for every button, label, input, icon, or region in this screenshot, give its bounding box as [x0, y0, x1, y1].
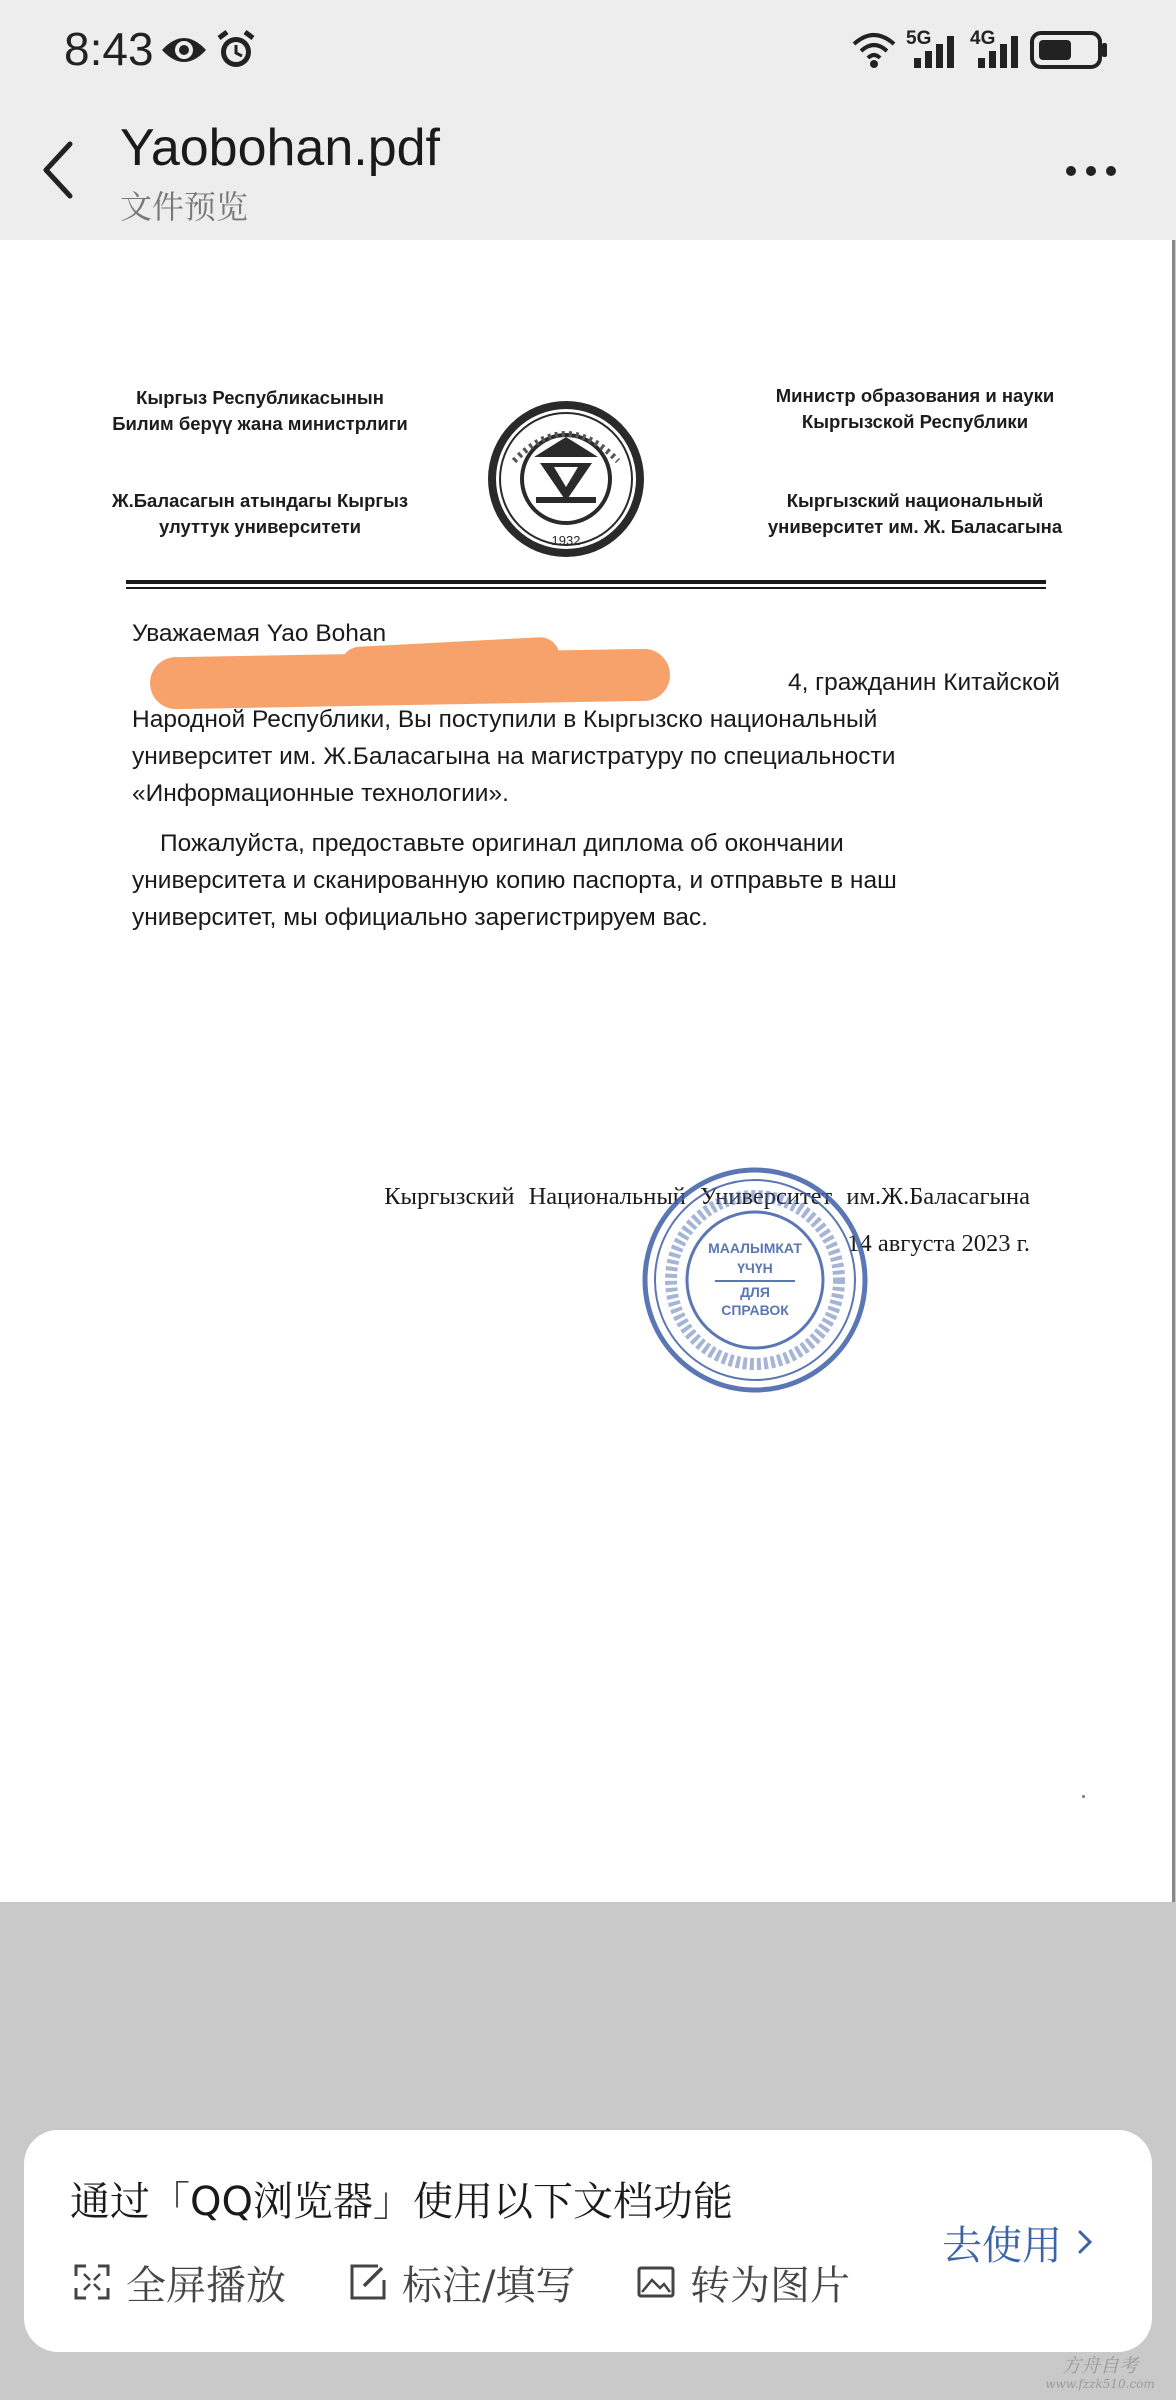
network-label-5g: 5G	[906, 28, 932, 49]
chevron-right-icon	[1074, 2224, 1096, 2260]
status-bar	[0, 0, 1176, 100]
go-use-label: 去使用	[942, 2222, 1062, 2269]
feature-fullscreen[interactable]	[72, 2254, 286, 2310]
paragraph-request	[132, 825, 1072, 936]
battery-icon	[1030, 30, 1110, 70]
signature-line: Кыргызский Национальный Университет им.Ж.Баласагына	[384, 1183, 1030, 1210]
edit-icon	[348, 2262, 388, 2302]
watermark-brand: 方舟自考	[1061, 2355, 1138, 2377]
signal-icon	[912, 34, 962, 68]
paragraph-line: 4, гражданин Китайской	[787, 669, 1060, 696]
header-right-ministry: Министр образования и науки Кыргызской Республики	[775, 385, 1055, 432]
paragraph-line: Пожалуйста, предоставьте оригинал диплома об окончании	[160, 830, 844, 857]
status-time: 8:43	[64, 23, 154, 75]
paragraph-line: Народной Республики, Вы поступили в Кыргызско национальный	[132, 706, 878, 733]
more-icon-dot	[1066, 166, 1076, 176]
qq-browser-promo-card[interactable]	[24, 2130, 1152, 2352]
fullscreen-icon	[72, 2262, 112, 2302]
stamp-text: ҮЧҮН	[737, 1260, 773, 1276]
network-label-4g: 4G	[970, 28, 996, 49]
document-date: 14 августа 2023 г.	[847, 1230, 1030, 1257]
stamp-text: МААЛЫМКАТ	[708, 1240, 802, 1256]
app-bar	[0, 100, 1176, 240]
official-stamp	[640, 1165, 870, 1395]
watermark-url: www.fzzk510.com	[1045, 2377, 1155, 2391]
header-right-university: Кыргызский национальный университет им. Ж. Баласагына	[767, 490, 1063, 537]
paragraph-line: «Информационные технологии».	[132, 780, 509, 807]
go-use-button[interactable]	[942, 2212, 1096, 2272]
back-button[interactable]	[30, 130, 90, 210]
more-options-button[interactable]	[1050, 146, 1130, 196]
paragraph-line: университет им. Ж.Баласагына на магистратуру по специальности	[132, 743, 896, 770]
header-rule	[126, 580, 1046, 584]
feature-fullscreen-label: 全屏播放	[126, 2262, 286, 2309]
header-left-university: Ж.Баласагын атындагы Кыргыз улуттук университети	[111, 490, 409, 537]
university-emblem	[484, 397, 648, 561]
feature-to-image-label: 转为图片	[690, 2262, 850, 2309]
header-rule-thin	[126, 587, 1046, 589]
file-subtitle: 文件预览	[120, 188, 249, 226]
alarm-icon	[214, 28, 258, 72]
header-left-ministry: Кыргыз Республикасынын Билим берүү жана министрлиги	[112, 387, 408, 434]
more-icon-dot	[1086, 166, 1096, 176]
feature-annotate[interactable]	[348, 2254, 575, 2310]
eye-icon	[160, 30, 208, 70]
image-icon	[636, 2262, 676, 2302]
chevron-left-icon	[30, 130, 90, 210]
signal-icon-2	[976, 34, 1026, 68]
scan-speck	[1082, 1795, 1085, 1798]
paragraph-line: университета и сканированную копию паспорта, и отправьте в наш	[132, 867, 897, 894]
wifi-icon	[850, 30, 898, 70]
document-page	[0, 240, 1175, 1902]
promo-text: 通过「QQ浏览器」使用以下文档功能	[70, 2179, 733, 2225]
greeting: Уважаемая Yao Bohan	[132, 620, 387, 647]
paragraph-line: университет, мы официально зарегистрируем вас.	[132, 904, 708, 931]
more-icon-dot	[1106, 166, 1116, 176]
watermark	[1040, 2357, 1160, 2393]
stamp-text: СПРАВОК	[721, 1302, 789, 1318]
emblem-year: 1932	[551, 533, 581, 548]
stamp-text: ДЛЯ	[740, 1284, 770, 1300]
feature-annotate-label: 标注/填写	[402, 2262, 576, 2309]
file-title: Yaobohan.pdf	[120, 119, 440, 177]
feature-to-image[interactable]	[636, 2254, 850, 2310]
